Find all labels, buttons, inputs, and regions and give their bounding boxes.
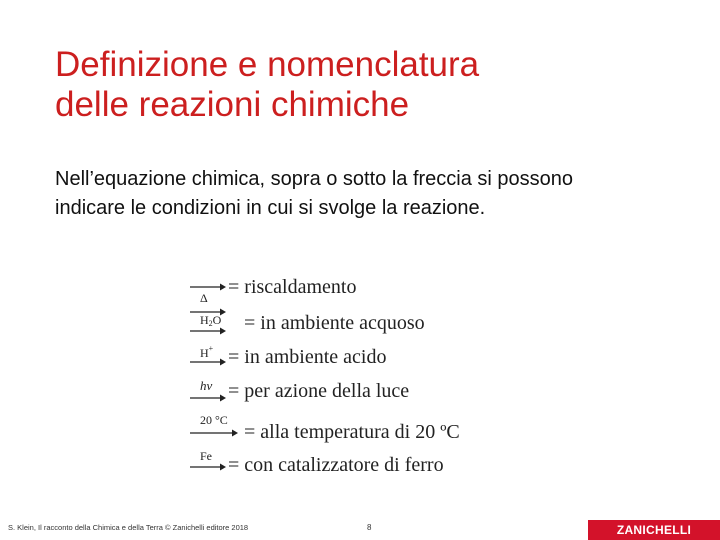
condition-symbol: 20 °C (200, 413, 228, 427)
reaction-arrow-icon (190, 463, 226, 471)
body-paragraph: Nell’equazione chimica, sopra o sotto la freccia si possono indicare le condizioni in cui si svolge la reazione. (55, 168, 574, 219)
condition-meaning: = in ambiente acido (228, 346, 387, 368)
footer-citation: S. Klein, Il racconto della Chimica e della Terra © Zanichelli editore 2018 (8, 523, 249, 532)
condition-row-heat (190, 272, 530, 306)
reaction-conditions-figure (190, 272, 530, 487)
slide-title-line-2: delle reazioni chimiche (55, 85, 410, 124)
condition-symbol: Δ (200, 291, 208, 305)
page-number: 8 (367, 523, 372, 532)
slide-title-line-1: Definizione e nomenclatura (55, 45, 480, 84)
condition-row-iron (190, 448, 530, 482)
condition-symbol: $H_2O$ (200, 313, 222, 328)
condition-meaning: = riscaldamento (228, 276, 357, 298)
condition-symbol: H+ (200, 344, 214, 360)
condition-symbol: hv (200, 378, 213, 393)
condition-row-acid (190, 344, 530, 378)
condition-meaning: = per azione della luce (228, 380, 410, 402)
condition-symbol: Fe (200, 449, 212, 463)
condition-meaning: = alla temperatura di 20 ºC (244, 421, 460, 443)
condition-meaning: = con catalizzatore di ferro (228, 454, 444, 476)
reaction-arrow-icon (190, 429, 238, 437)
condition-row-light (190, 376, 530, 410)
condition-meaning: = in ambiente acquoso (244, 312, 425, 334)
reaction-arrow-icon (190, 327, 226, 335)
publisher-logo: ZANICHELLI (588, 520, 720, 540)
condition-row-water (190, 308, 530, 342)
reaction-arrow-icon (190, 358, 226, 366)
reaction-arrow-icon (190, 394, 226, 402)
condition-row-temperature (190, 412, 530, 446)
reaction-arrow-icon (190, 283, 226, 291)
slide-title (55, 45, 479, 125)
